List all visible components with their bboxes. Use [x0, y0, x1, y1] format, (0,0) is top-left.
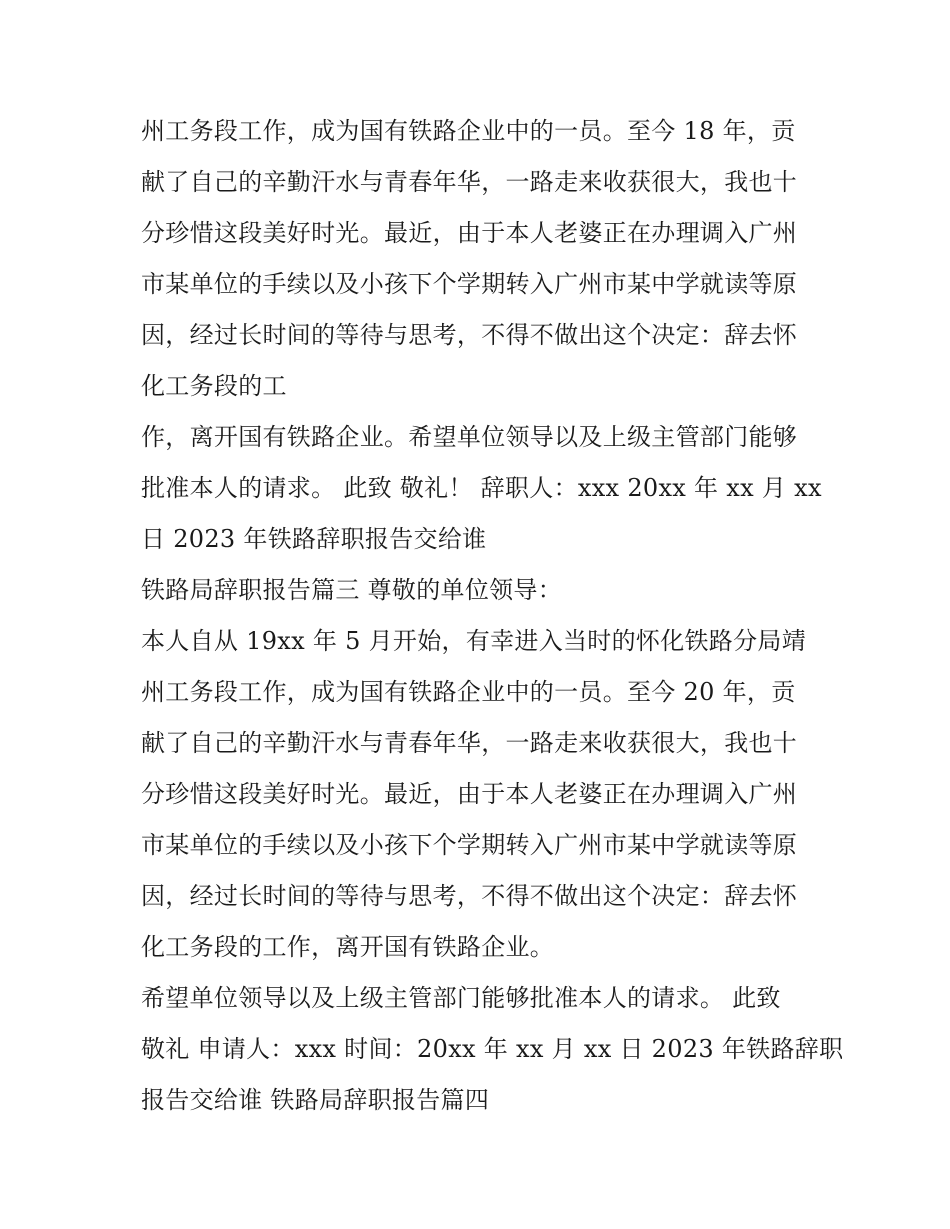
text-line: 因，经过长时间的等待与思考，不得不做出这个决定：辞去怀: [141, 321, 798, 349]
section-heading: 铁路局辞职报告篇三 尊敬的单位领导：: [141, 576, 563, 604]
document-body: [141, 106, 844, 1126]
text-line: 因，经过长时间的等待与思考，不得不做出这个决定：辞去怀: [141, 882, 798, 910]
text-line: 献了自己的辛勤汗水与青春年华，一路走来收获很大，我也十: [141, 168, 798, 196]
text-line: 化工务段的工: [141, 372, 287, 400]
text-line: 州工务段工作，成为国有铁路企业中的一员。至今 20 年，贡: [141, 678, 796, 706]
text-line: 市某单位的手续以及小孩下个学期转入广州市某中学就读等原: [141, 831, 798, 859]
text-line: 报告交给谁 铁路局辞职报告篇四: [141, 1086, 490, 1114]
text-line: 分珍惜这段美好时光。最近，由于本人老婆正在办理调入广州: [141, 219, 798, 247]
text-line: 敬礼 申请人：xxx 时间：20xx 年 xx 月 xx 日 2023 年铁路辞职: [141, 1035, 844, 1063]
text-line: 化工务段的工作，离开国有铁路企业。: [141, 933, 555, 961]
text-line: 本人自从 19xx 年 5 月开始，有幸进入当时的怀化铁路分局靖: [141, 627, 806, 655]
text-line: 市某单位的手续以及小孩下个学期转入广州市某中学就读等原: [141, 270, 798, 298]
text-line: 日 2023 年铁路辞职报告交给谁: [141, 525, 487, 553]
text-line: 批准本人的请求。 此致 敬礼！ 辞职人：xxx 20xx 年 xx 月 xx: [141, 474, 822, 502]
text-line: 希望单位领导以及上级主管部门能够批准本人的请求。 此致: [141, 984, 781, 1012]
text-line: 献了自己的辛勤汗水与青春年华，一路走来收获很大，我也十: [141, 729, 798, 757]
text-line: 作，离开国有铁路企业。希望单位领导以及上级主管部门能够: [141, 423, 798, 451]
text-line: 分珍惜这段美好时光。最近，由于本人老婆正在办理调入广州: [141, 780, 798, 808]
text-line: 州工务段工作，成为国有铁路企业中的一员。至今 18 年，贡: [141, 117, 796, 145]
